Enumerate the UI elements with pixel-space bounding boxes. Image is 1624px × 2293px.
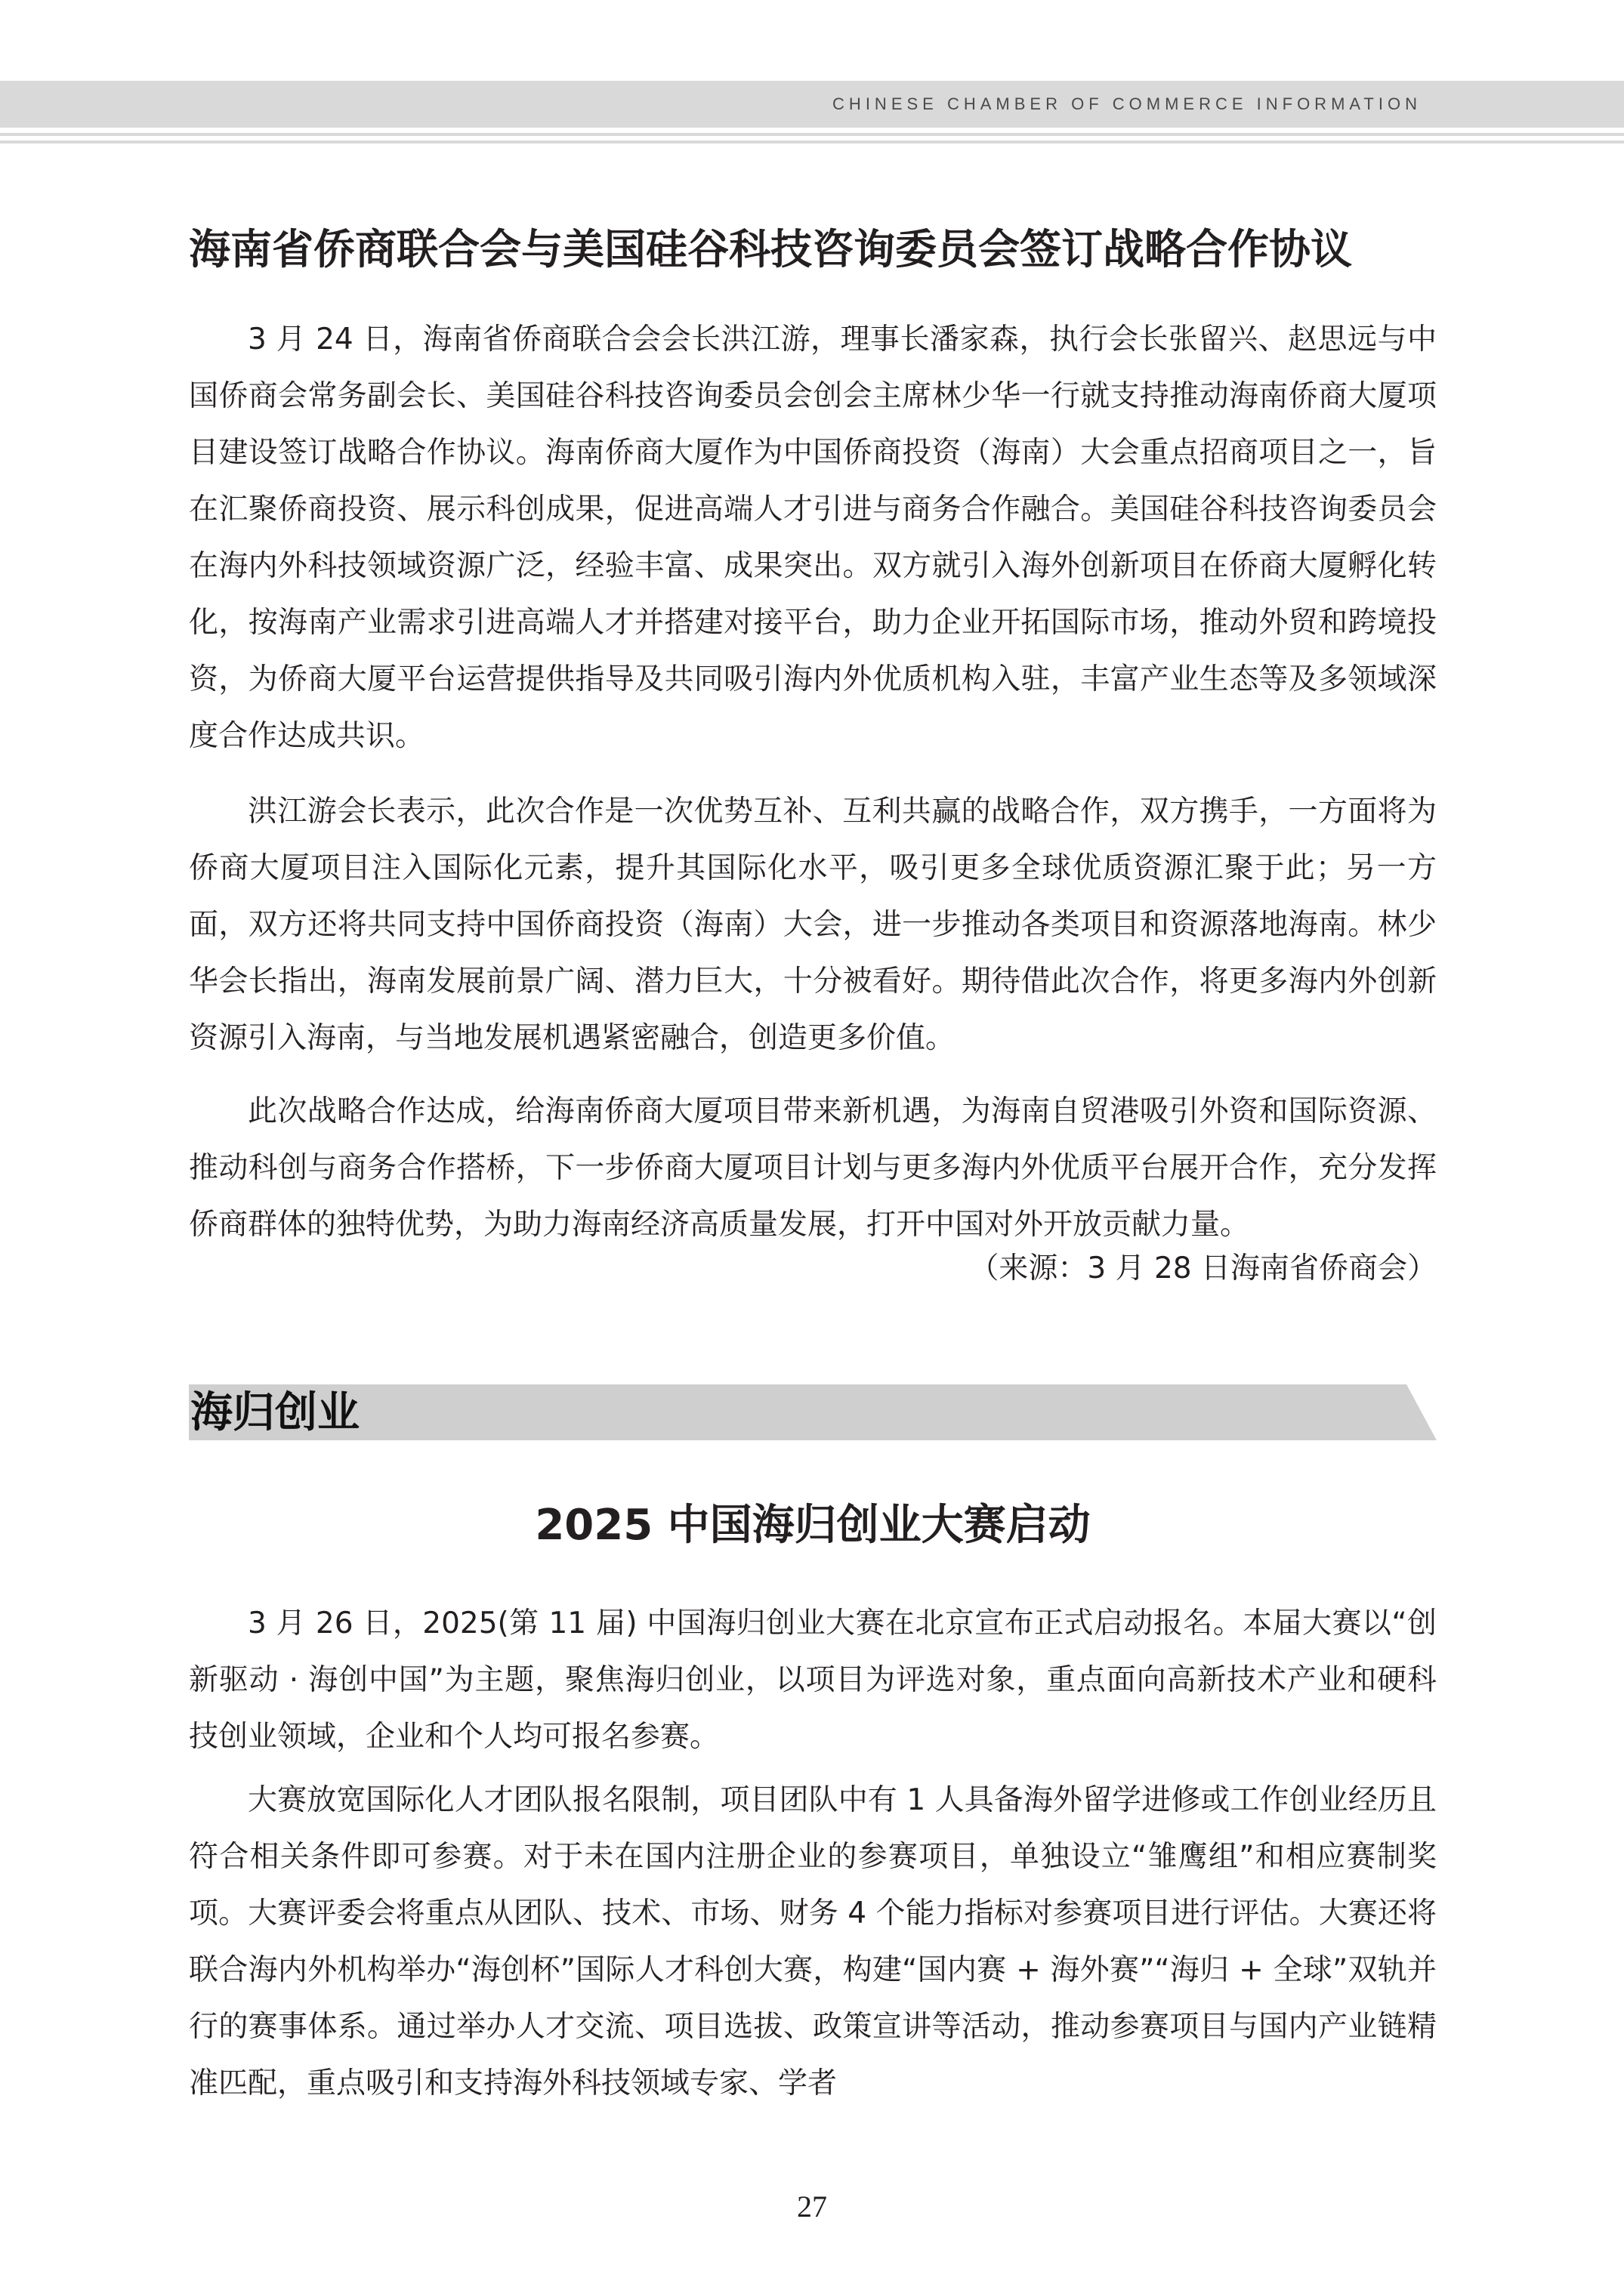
article-paragraph: 此次战略合作达成，给海南侨商大厦项目带来新机遇，为海南自贸港吸引外资和国际资源、推动科创与商务合作搭桥，下一步侨商大厦项目计划与更多海内外优质平台展开合作，充分发挥侨商群体的独特优势，为助力海南经济高质量发展，打开中国对外开放贡献力量。 xyxy=(189,1094,1437,1242)
article-paragraph: 3 月 24 日，海南省侨商联合会会长洪江游，理事长潘家森，执行会长张留兴、赵思远与中国侨商会常务副会长、美国硅谷科技咨询委员会创会主席林少华一行就支持推动海南侨商大厦项目建设签订战略合作协议。海南侨商大厦作为中国侨商投资（海南）大会重点招商项目之一，旨在汇聚侨商投资、展示科创成果，促进高端人才引进与商务合作融合。美国硅谷科技咨询委员会在海内外科技领域资源广泛，经验丰富、成果突出。双方就引入海外创新项目在侨商大厦孵化转化，按海南产业需求引进高端人才并搭建对接平台，助力企业开拓国际市场，推动外贸和跨境投资，为侨商大厦平台运营提供指导及共同吸引海内外优质机构入驻，丰富产业生态等及多领域深度合作达成共识。 xyxy=(189,323,1437,753)
article-title: 海南省侨商联合会与美国硅谷科技咨询委员会签订战略合作协议 xyxy=(189,225,1353,273)
header-rule xyxy=(0,140,1624,144)
article-paragraph: 3 月 26 日，2025(第 11 届) 中国海归创业大赛在北京宣布正式启动报名。本届大赛以“创新驱动 · 海创中国”为主题，聚焦海归创业，以项目为评选对象，重点面向高新技术产业和硬科技创业领域，企业和个人均可报名参赛。 xyxy=(189,1606,1437,1754)
header-rule xyxy=(0,133,1624,136)
article-source: （来源：3 月 28 日海南省侨商会） xyxy=(969,1251,1437,1285)
section-title: 海归创业 xyxy=(190,1387,360,1437)
page-number: 27 xyxy=(797,2190,827,2224)
article-paragraph: 洪江游会长表示，此次合作是一次优势互补、互利共赢的战略合作，双方携手，一方面将为侨商大厦项目注入国际化元素，提升其国际化水平，吸引更多全球优质资源汇聚于此；另一方面，双方还将共同支持中国侨商投资（海南）大会，进一步推动各类项目和资源落地海南。林少华会长指出，海南发展前景广阔、潜力巨大，十分被看好。期待借此次合作，将更多海内外创新资源引入海南，与当地发展机遇紧密融合，创造更多价值。 xyxy=(189,795,1437,1055)
header-text: CHINESE CHAMBER OF COMMERCE INFORMATION xyxy=(832,94,1422,113)
article-paragraph: 大赛放宽国际化人才团队报名限制，项目团队中有 1 人具备海外留学进修或工作创业经历且符合相关条件即可参赛。对于未在国内注册企业的参赛项目，单独设立“雏鹰组”和相应赛制奖项。大赛评委会将重点从团队、技术、市场、财务 4 个能力指标对参赛项目进行评估。大赛还将联合海内外机构举办“海创杯”国际人才科创大赛，构建“国内赛 + 海外赛”“海归 + 全球”双轨并行的赛事体系。通过举办人才交流、项目选拔、政策宣讲等活动，推动参赛项目与国内产业链精准匹配，重点吸引和支持海外科技领域专家、学者 xyxy=(189,1783,1437,2100)
section-header-bar xyxy=(189,1384,1437,1440)
article-title: 2025 中国海归创业大赛启动 xyxy=(535,1501,1091,1550)
